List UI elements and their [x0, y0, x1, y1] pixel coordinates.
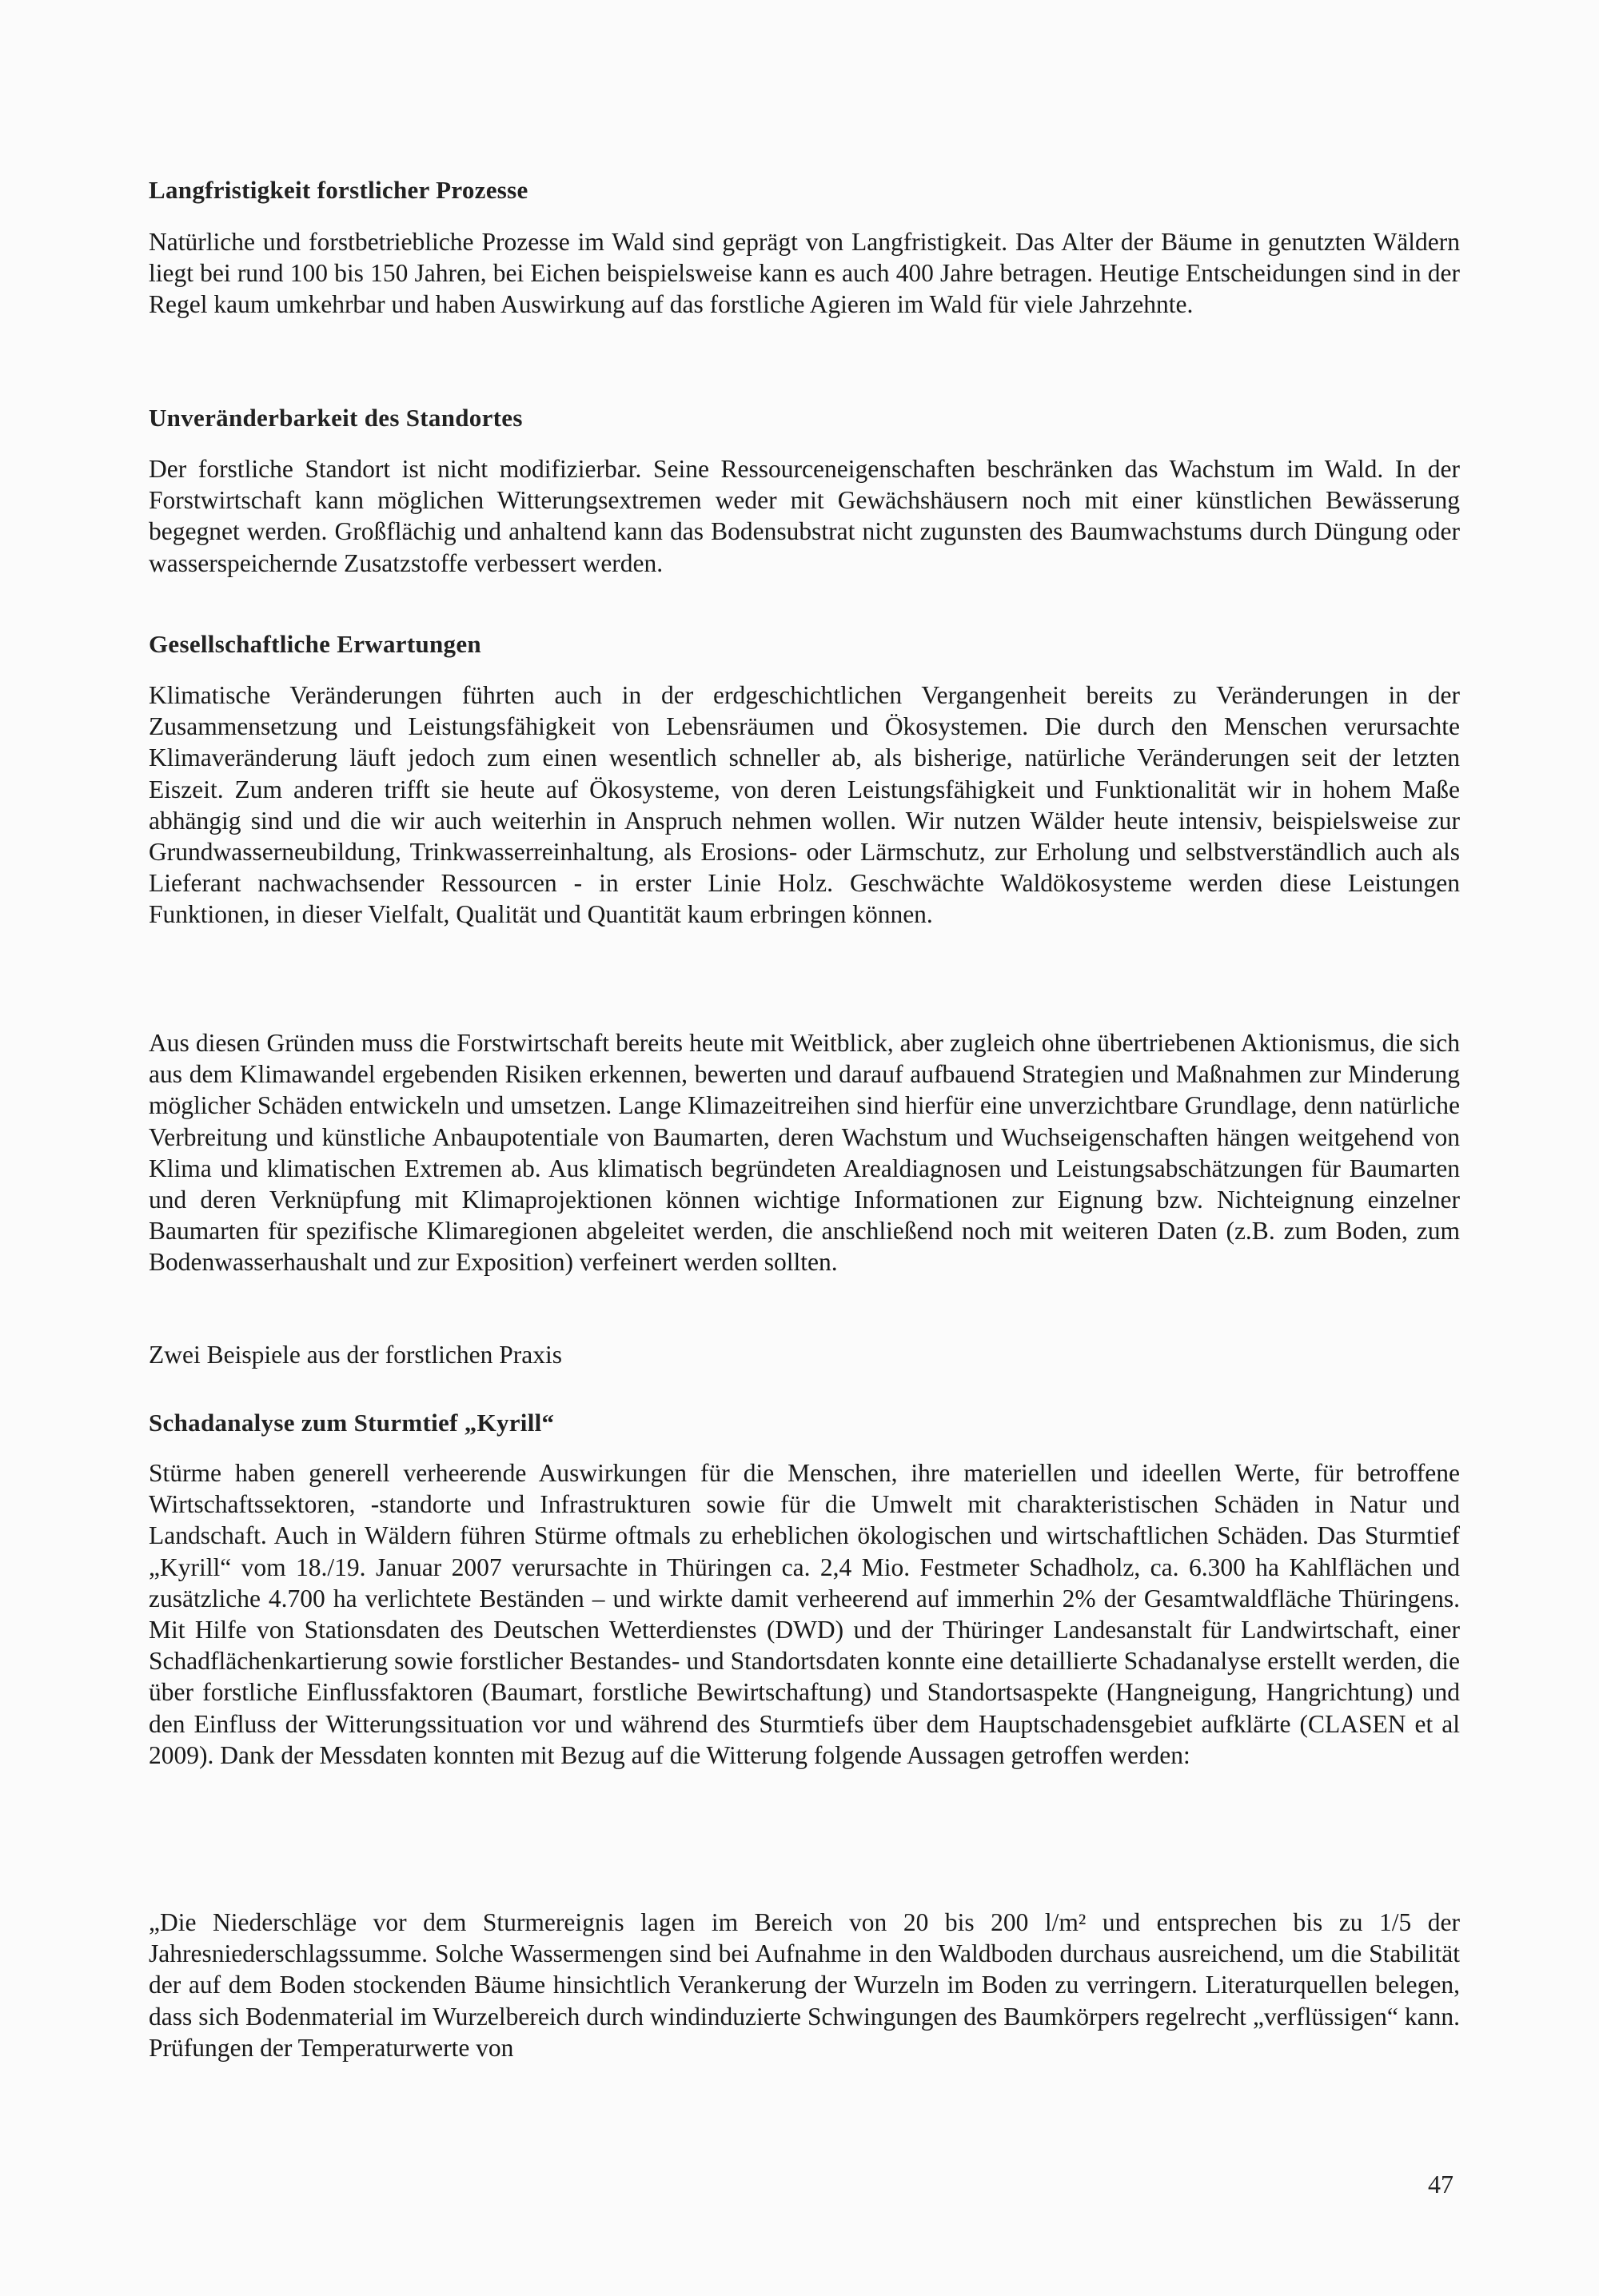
- section-heading-gesellschaft: Gesellschaftliche Erwartungen: [149, 630, 481, 658]
- paragraph-quote: „Die Niederschläge vor dem Sturmereignis lagen im Bereich von 20 bis 200 l/m² und entsprechen bis zu 1/5 der Jahresniederschlagssumme. Solche Wassermengen sind bei Aufnahme in den Waldboden durchaus ausreichend, um die Stabilität der auf dem Boden stockenden Bäume hinsichtlich Verankerung der Wurzeln im Boden zu verringern. Literaturquellen belegen, dass sich Bodenmaterial im Wurzelbereich durch windinduzierte Schwingungen des Baumkörpers regelrecht „verflüssigen“ kann. Prüfungen der Temperaturwerte von: [149, 1908, 1460, 2062]
- paragraph-conclusion: Aus diesen Gründen muss die Forstwirtschaft bereits heute mit Weitblick, aber zugleich ohne übertriebenen Aktionismus, die sich aus dem Klimawandel ergebenden Risiken erkennen, bewerten und darauf aufbauend Strategien und Maßnahmen zur Minderung möglicher Schäden entwickeln und umsetzen. Lange Klimazeitreihen sind hierfür eine unverzichtbare Grundlage, denn natürliche Verbreitung und künstliche Anbaupotentiale von Baumarten, deren Wachstum und Wuchseigenschaften hängen weitgehend von Klima und klimatischen Extremen ab. Aus klimatisch begründeten Arealdiagnosen und Leistungsabschätzungen für Baumarten und deren Verknüpfung mit Klimaprojektionen können wichtige Informationen zur Eignung bzw. Nichteignung einzelner Baumarten für spezifische Klimaregionen abgeleitet werden, die anschließend noch mit weiteren Daten (z.B. zum Boden, zum Bodenwasserhaushalt und zur Exposition) verfeinert werden sollten.: [149, 1029, 1460, 1277]
- examples-heading: Zwei Beispiele aus der forstlichen Praxis: [149, 1341, 562, 1369]
- paragraph-standort: Der forstliche Standort ist nicht modifizierbar. Seine Ressourceneigenschaften beschränken das Wachstum im Wald. In der Forstwirtschaft kann möglichen Witterungsextremen weder mit Gewächshäusern noch mit einer künstlichen Bewässerung begegnet werden. Großflächig und anhaltend kann das Bodensubstrat nicht zugunsten des Baumwachstums durch Düngung oder wasserspeichernde Zusatzstoffe verbessert werden.: [149, 455, 1460, 577]
- section-heading-langfristigkeit: Langfristigkeit forstlicher Prozesse: [149, 176, 528, 204]
- paragraph-langfristigkeit: Natürliche und forstbetriebliche Prozesse im Wald sind geprägt von Langfristigkeit. Das Alter der Bäume in genutzten Wäldern liegt bei rund 100 bis 150 Jahren, bei Eichen beispielsweise kann es auch 400 Jahre betragen. Heutige Entscheidungen sind in der Regel kaum umkehrbar und haben Auswirkung auf das forstliche Agieren im Wald für viele Jahrzehnte.: [149, 228, 1460, 319]
- section-heading-standort: Unveränderbarkeit des Standortes: [149, 404, 523, 432]
- paragraph-kyrill: Stürme haben generell verheerende Auswirkungen für die Menschen, ihre materiellen und ideellen Werte, für betroffene Wirtschaftssektoren, -standorte und Infrastrukturen sowie für die Umwelt mit charakteristischen Schäden in Natur und Landschaft. Auch in Wäldern führen Stürme oftmals zu erheblichen ökologischen und wirtschaftlichen Schäden. Das Sturmtief „Kyrill“ vom 18./19. Januar 2007 verursachte in Thüringen ca. 2,4 Mio. Festmeter Schadholz, ca. 6.300 ha Kahlflächen und zusätzliche 4.700 ha verlichtete Beständen – und wirkte damit verheerend auf immerhin 2% der Gesamtwaldfläche Thüringens. Mit Hilfe von Stationsdaten des Deutschen Wetterdienstes (DWD) und der Thüringer Landesanstalt für Landwirtschaft, einer Schadflächenkartierung sowie forstlicher Bestandes- und Standortsdaten konnte eine detaillierte Schadanalyse erstellt werden, die über forstliche Einflussfaktoren (Baumart, forstliche Bewirtschaftung) und Standortsaspekte (Hangneigung, Hangrichtung) und den Einfluss der Witterungssituation vor und während des Sturmtiefs über dem Hauptschadensgebiet aufklärte (CLASEN et al 2009). Dank der Messdaten konnten mit Bezug auf die Witterung folgende Aussagen getroffen werden:: [149, 1459, 1460, 1769]
- section-heading-kyrill: Schadanalyse zum Sturmtief „Kyrill“: [149, 1409, 555, 1437]
- paragraph-gesellschaft: Klimatische Veränderungen führten auch in der erdgeschichtlichen Vergangenheit bereits zu Veränderungen in der Zusammensetzung und Leistungsfähigkeit von Lebensräumen und Ökosystemen. Die durch den Menschen verursachte Klimaveränderung läuft jedoch zum einen wesentlich schneller ab, als bisherige, natürliche Veränderungen seit der letzten Eiszeit. Zum anderen trifft sie heute auf Ökosysteme, von deren Leistungsfähigkeit und Funktionalität wir in hohem Maße abhängig sind und die wir auch weiterhin in Anspruch nehmen wollen. Wir nutzen Wälder heute intensiv, beispielsweise zur Grundwasserneubildung, Trinkwasserreinhaltung, als Erosions- oder Lärmschutz, zur Erholung und selbstverständlich auch als Lieferant nachwachsender Ressourcen - in erster Linie Holz. Geschwächte Waldökosysteme werden diese Leistungen Funktionen, in dieser Vielfalt, Qualität und Quantität kaum erbringen können.: [149, 681, 1460, 929]
- page-number: 47: [1428, 2170, 1453, 2198]
